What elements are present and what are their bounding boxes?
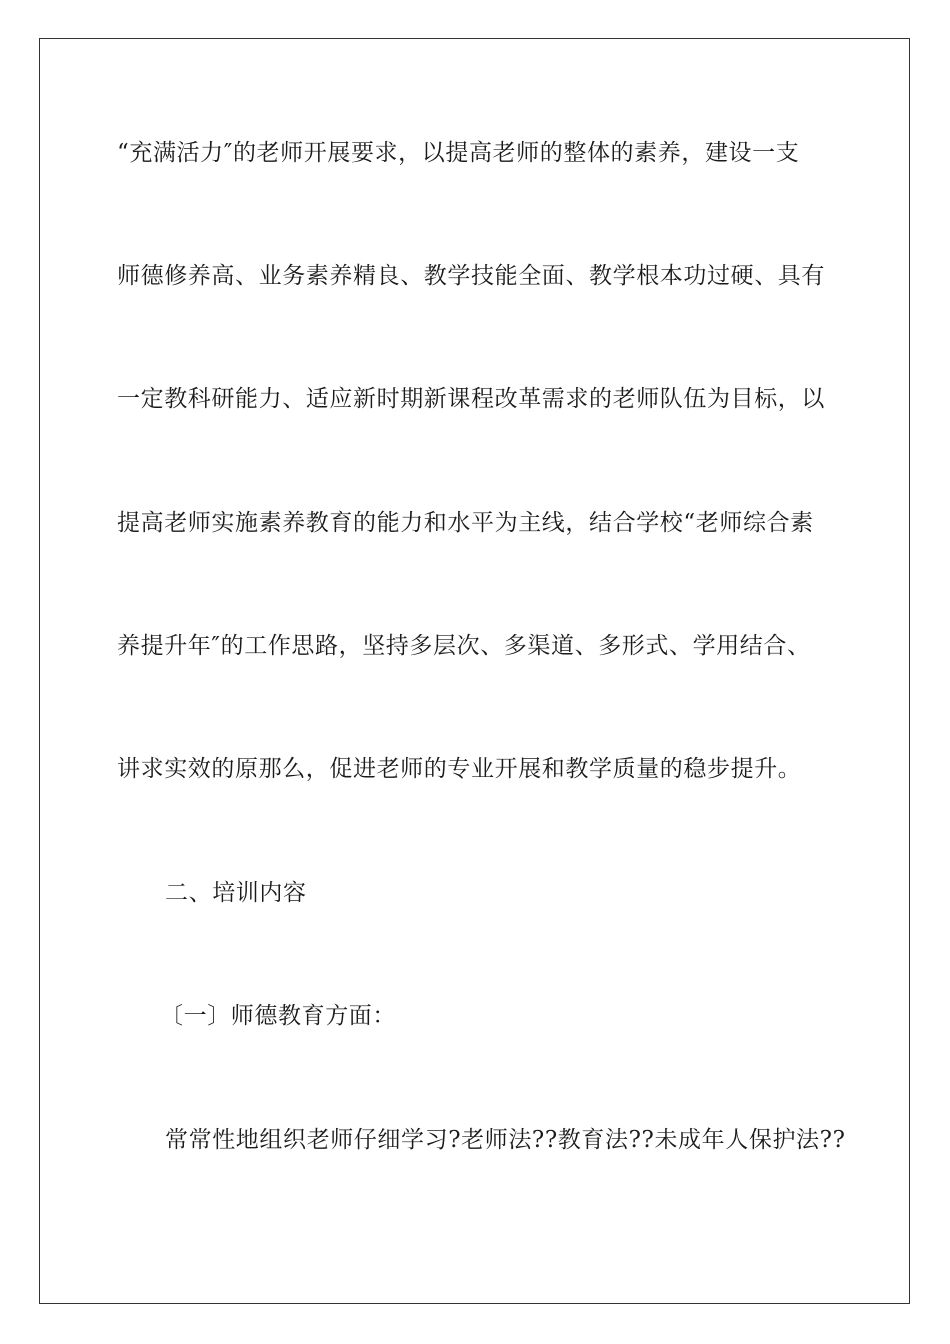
paragraph-line-2: 师德修养高、业务素养精良、教学技能全面、教学根本功过硬、具有 — [117, 263, 825, 289]
paragraph-line-last: 常常性地组织老师仔细学习?老师法??教育法??未成年人保护法?? — [165, 1127, 846, 1153]
subsection-heading: 〔一〕师德教育方面： — [160, 1003, 396, 1029]
paragraph-line-3: 一定教科研能力、适应新时期新课程改革需求的老师队伍为目标，以 — [117, 386, 825, 412]
section-heading: 二、培训内容 — [165, 880, 307, 906]
paragraph-line-4: 提高老师实施素养教育的能力和水平为主线，结合学校“老师综合素 — [117, 510, 814, 536]
page-frame — [39, 38, 910, 1304]
paragraph-line-5: 养提升年″的工作思路，坚持多层次、多渠道、多形式、学用结合、 — [117, 633, 811, 659]
paragraph-line-6: 讲求实效的原那么，促进老师的专业开展和教学质量的稳步提升。 — [117, 756, 802, 782]
paragraph-line-1: “充满活力″的老师开展要求，以提高老师的整体的素养，建设一支 — [117, 140, 800, 166]
